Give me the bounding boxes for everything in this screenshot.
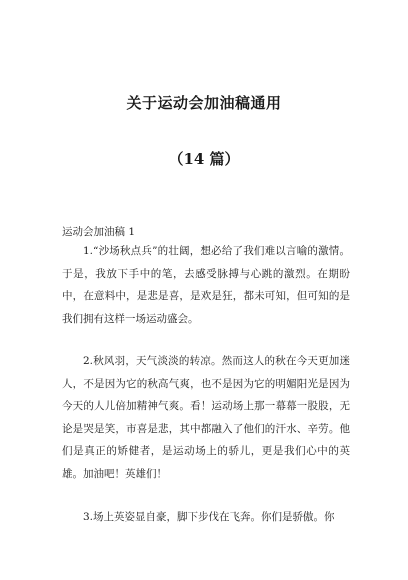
paragraph: 3.场上英姿显自豪，脚下步伐在飞奔。你们是骄傲。你 <box>83 511 335 523</box>
document-subtitle: （14 篇） <box>168 150 240 168</box>
paragraph: 1.“沙场秋点兵”的壮阔，想必给了我们难以言喻的激情。于是，我放下手中的笔，去感受脉搏与心跳的激烈。在期盼中，在意料中，是悲是喜，是欢是狂，都未可知，但可知的是我们拥有这样一场运动盛会。 <box>62 245 350 325</box>
document-title: 关于运动会加油稿通用 <box>126 94 282 112</box>
section-heading: 运动会加油稿 1 <box>62 226 136 238</box>
paragraph: 2.秋风羽，天气淡淡的转凉。然而这人的秋在今天更加迷人，不是因为它的秋高气爽，也不是因为它的明媚阳光是因为今天的人儿倍加精神气爽。看！运动场上那一幕幕一股股，无论是哭是笑，市喜是悲，其中都融入了他们的汗水、辛劳。他们是真正的矫健者，是运动场上的骄儿，更是我们心中的英雄。加油吧！英雄们！ <box>62 355 350 480</box>
